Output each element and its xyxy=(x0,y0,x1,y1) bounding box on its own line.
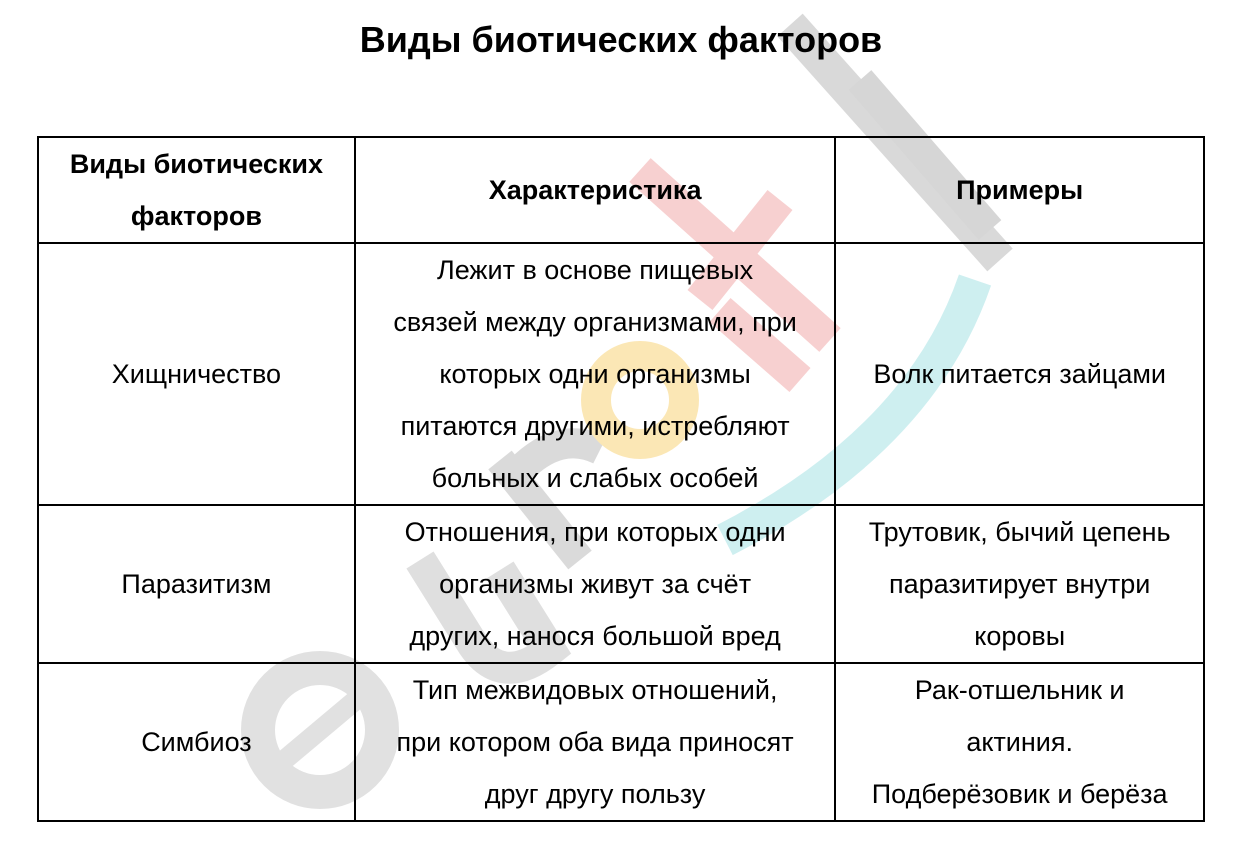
cell-line: Рак-отшельник и xyxy=(914,675,1125,705)
cell-line: питаются другими, истребляют xyxy=(400,411,790,441)
cell-line: коровы xyxy=(974,621,1066,651)
cell-line: Трутовик, бычий цепень xyxy=(868,517,1171,547)
cell-line: Паразитизм xyxy=(121,569,272,599)
table-row xyxy=(38,505,1204,663)
cell-line: связей между организмами, при xyxy=(393,307,797,337)
cell-line: других, нанося большой вред xyxy=(409,621,781,651)
table-row xyxy=(38,243,1204,505)
cell-line: друг другу пользу xyxy=(484,779,706,809)
cell-examples xyxy=(835,505,1204,663)
cell-line: Отношения, при которых одни xyxy=(404,517,786,547)
cell-characteristic xyxy=(355,663,835,821)
header-characteristic xyxy=(355,137,835,243)
header-line: Виды биотических xyxy=(69,149,324,179)
cell-characteristic xyxy=(355,505,835,663)
header-line: Примеры xyxy=(956,175,1084,205)
cell-examples xyxy=(835,243,1204,505)
cell-factor-type xyxy=(38,663,355,821)
header-line: Характеристика xyxy=(488,175,702,205)
cell-line: Лежит в основе пищевых xyxy=(437,255,754,285)
page-title: Виды биотических факторов xyxy=(359,19,883,60)
cell-line: Волк питается зайцами xyxy=(873,359,1167,389)
table-header-row xyxy=(38,137,1204,243)
cell-line: которых одни организмы xyxy=(439,359,751,389)
cell-line: Симбиоз xyxy=(141,727,252,757)
cell-examples xyxy=(835,663,1204,821)
cell-factor-type xyxy=(38,505,355,663)
cell-line: больных и слабых особей xyxy=(431,463,759,493)
biotic-factors-table xyxy=(37,136,1205,822)
cell-line: Подберёзовик и берёза xyxy=(871,779,1168,809)
cell-line: Хищничество xyxy=(111,359,282,389)
cell-line: актиния. xyxy=(966,727,1074,757)
cell-line: организмы живут за счёт xyxy=(439,569,752,599)
cell-characteristic xyxy=(355,243,835,505)
cell-line: Тип межвидовых отношений, xyxy=(412,675,778,705)
header-line: факторов xyxy=(130,201,262,231)
header-examples xyxy=(835,137,1204,243)
cell-line: при котором оба вида приносят xyxy=(396,727,794,757)
cell-line: паразитирует внутри xyxy=(888,569,1151,599)
header-factor-type xyxy=(38,137,355,243)
table-row xyxy=(38,663,1204,821)
cell-factor-type xyxy=(38,243,355,505)
